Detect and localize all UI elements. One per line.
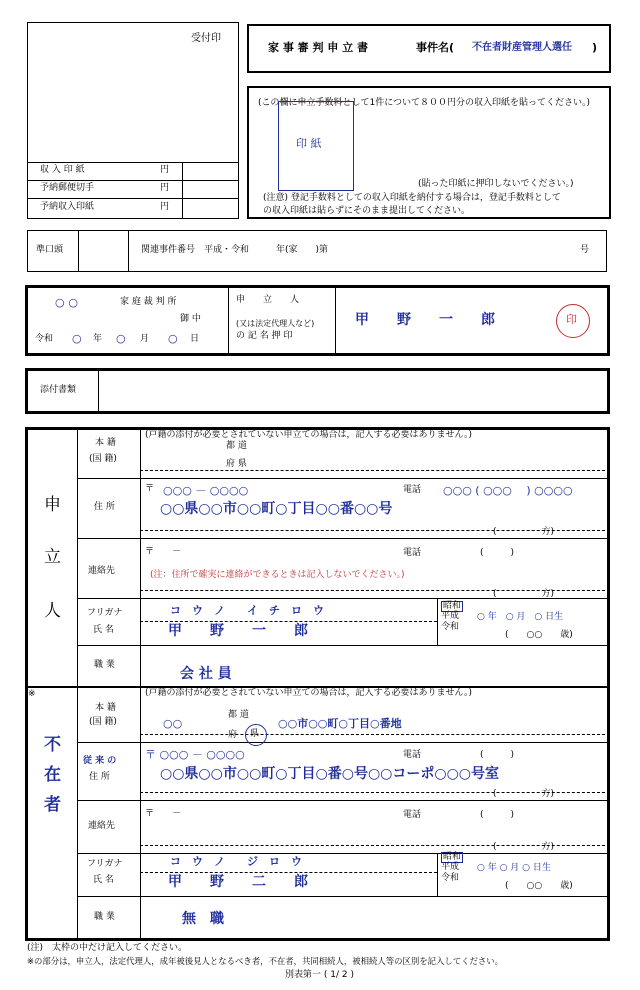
job-value: 会 社 員 xyxy=(180,666,232,682)
footer-note-1: (注) 太枠の中だけ記入してください。 xyxy=(27,943,188,953)
receipt-row-unit: 円 xyxy=(160,165,170,175)
oral-label: 準口頭 xyxy=(36,245,64,255)
address-value: ○○県○○市○○町○丁目○○番○○号 xyxy=(160,501,393,517)
stamp-note-2: の収入印紙は貼らずにそのまま提出してください。 xyxy=(263,206,471,216)
abs-era-reiwa: 令和 xyxy=(441,873,460,883)
absentee-section-char: 在 xyxy=(44,765,61,785)
address-kata: ( 方) xyxy=(493,527,555,537)
todo-label: 都 道 xyxy=(226,441,247,451)
court-label: 家 庭 裁 判 所 xyxy=(120,297,177,307)
abs-ken: 県 xyxy=(250,729,260,739)
postal-mark: 〒 xyxy=(145,484,155,494)
applicant-seal-name: 甲 野 一 郎 xyxy=(355,312,495,328)
contact-phone: ( ) xyxy=(480,548,515,558)
abs-address-label: 住 所 xyxy=(89,772,110,782)
contact-kata: ( 方) xyxy=(493,589,555,599)
applicant-section-char: 人 xyxy=(44,601,61,621)
contact-note: (注：住所で確実に連絡ができるときは記入しないでください。) xyxy=(150,570,405,580)
receipt-stamp-label: 受付印 xyxy=(191,33,221,44)
abs-honseki-rest: ○○市○○町○丁目○番地 xyxy=(278,717,402,730)
abs-era-heisei: 平成 xyxy=(441,862,460,872)
abs-phone-label: 電話 xyxy=(403,750,422,760)
birth-date: ○ 年 ○ 月 ○ 日生 xyxy=(477,612,564,622)
form-title: 家 事 審 判 申 立 書 xyxy=(268,41,368,54)
phone-label: 電話 xyxy=(403,485,422,495)
court-box xyxy=(25,285,610,356)
stamp-note-1: (注意) 登記手数料としての収入印紙を納付する場合は，登記手数料として xyxy=(263,193,561,203)
abs-contact-phone: ( ) xyxy=(480,810,515,820)
job-label: 職 業 xyxy=(94,660,115,670)
date-year-label: 年 xyxy=(93,334,103,344)
date-day-value: ○ xyxy=(168,332,178,345)
abs-contact-kata: ( 方) xyxy=(493,842,555,852)
case-prefix: 事件名( xyxy=(416,41,455,54)
onchu-label: 御 中 xyxy=(180,314,201,324)
case-name: 不在者財産管理人選任 xyxy=(472,42,572,53)
abs-furigana-value: コ ウ ノ ジ ロ ウ xyxy=(170,855,302,868)
abs-contact-postal: 〒 － xyxy=(145,809,182,819)
koseki-note: (戸籍の添付が必要とされていない申立ての場合は，記入する必要はありません。) xyxy=(145,430,473,440)
seal-label: の 記 名 押 印 xyxy=(236,331,293,341)
stamp-area-label: 印 紙 xyxy=(296,137,322,150)
case-suffix: ) xyxy=(592,41,598,54)
furigana-label: フリガナ xyxy=(87,608,123,618)
abs-todo: 都 道 xyxy=(228,710,249,720)
date-year-value: ○ xyxy=(72,332,82,345)
abs-age-value: ( ○○ 歳) xyxy=(505,881,573,891)
honseki-label: 本 籍 xyxy=(95,438,116,448)
age-value: ( ○○ 歳) xyxy=(505,630,573,640)
footer-note-2: ※の部分は，申立人，法定代理人，成年被後見人となるべき者，不在者，共同相続人，被相続人等の区別を記入してください。 xyxy=(27,956,504,966)
absentee-section-char: 者 xyxy=(44,795,61,815)
abs-kokuseki-label: (国 籍) xyxy=(89,717,117,727)
abs-prev-address-label: 従 来 の xyxy=(83,756,117,766)
fuken-label: 府 県 xyxy=(226,459,247,469)
abs-job-value: 無 職 xyxy=(182,911,224,927)
contact-postal: 〒 － xyxy=(145,547,182,557)
seal-mark-label: 印 xyxy=(566,313,577,326)
address-label: 住 所 xyxy=(94,502,115,512)
abs-honseki-pref: ○○ xyxy=(163,717,183,730)
phone-number: ○○○ ( ○○○ ) ○○○○ xyxy=(443,484,573,497)
era-reiwa: 令和 xyxy=(441,622,460,632)
abs-contact-phone-label: 電話 xyxy=(403,810,422,820)
abs-address-value: ○○県○○市○○町○丁目○番○号○○コーポ○○○号室 xyxy=(160,766,500,782)
no-seal-note: (貼った印紙に押印しないでください。) xyxy=(418,179,574,189)
receipt-row-label: 予納収入印紙 xyxy=(40,202,95,212)
applicant-section-char: 立 xyxy=(44,547,61,567)
contact-label: 連絡先 xyxy=(88,566,116,576)
abs-address-kata: ( 方) xyxy=(493,789,555,799)
abs-birth-date: ○ 年 ○ 月 ○ 日生 xyxy=(477,863,551,873)
contact-phone-label: 電話 xyxy=(403,548,422,558)
attachments-box xyxy=(25,368,610,414)
abs-phone: ( ) xyxy=(480,750,515,760)
abs-postal: 〒 ○○○ － ○○○○ xyxy=(145,748,245,761)
receipt-row-unit: 円 xyxy=(160,202,170,212)
postal-code: ○○○ － ○○○○ xyxy=(163,484,249,497)
era-heisei: 平成 xyxy=(441,611,460,621)
name-label: 氏 名 xyxy=(93,625,114,635)
stamp-instruction: (この欄に申立手数料として1件について８００円分の収入印紙を貼ってください。) xyxy=(258,98,591,108)
receipt-row-unit: 円 xyxy=(160,183,170,193)
attachments-label: 添付書類 xyxy=(40,385,77,395)
abs-era-showa: 昭和 xyxy=(443,852,462,862)
related-case-number: 関連事件番号 平成・令和 年(家 )第 xyxy=(141,245,329,255)
related-case-suffix: 号 xyxy=(580,245,590,255)
receipt-row-label: 収 入 印 紙 xyxy=(40,165,85,175)
abs-furigana-label: フリガナ xyxy=(87,859,123,869)
abs-koseki-note: (戸籍の添付が必要とされていない申立ての場合は，記入する必要はありません。) xyxy=(145,688,473,698)
court-name: ○ ○ xyxy=(55,296,79,309)
applicant-name: 甲 野 一 郎 xyxy=(168,623,308,639)
applicant-label: 申 立 人 xyxy=(236,295,300,305)
absentee-mark: ※ xyxy=(28,689,36,699)
date-month-value: ○ xyxy=(116,332,126,345)
page-number: 別表第一 ( 1/ 2 ) xyxy=(285,970,354,980)
applicant-section-char: 申 xyxy=(44,495,61,515)
date-prefix: 令和 xyxy=(35,334,54,344)
abs-fu: 府 xyxy=(228,730,238,740)
abs-contact-label: 連絡先 xyxy=(88,821,116,831)
abs-honseki-label: 本 籍 xyxy=(95,703,116,713)
date-month-label: 月 xyxy=(140,334,150,344)
furigana-value: コ ウ ノ イ チ ロ ウ xyxy=(170,604,324,617)
receipt-row-label: 予納郵便切手 xyxy=(40,183,95,193)
abs-name: 甲 野 二 郎 xyxy=(168,874,308,890)
absentee-section-char: 不 xyxy=(44,735,61,755)
date-day-label: 日 xyxy=(190,334,200,344)
era-showa: 昭和 xyxy=(443,601,462,611)
abs-name-label: 氏 名 xyxy=(93,875,114,885)
kokuseki-label: (国 籍) xyxy=(89,454,117,464)
proxy-note: (又は法定代理人など) xyxy=(236,319,315,328)
abs-job-label: 職 業 xyxy=(94,912,115,922)
